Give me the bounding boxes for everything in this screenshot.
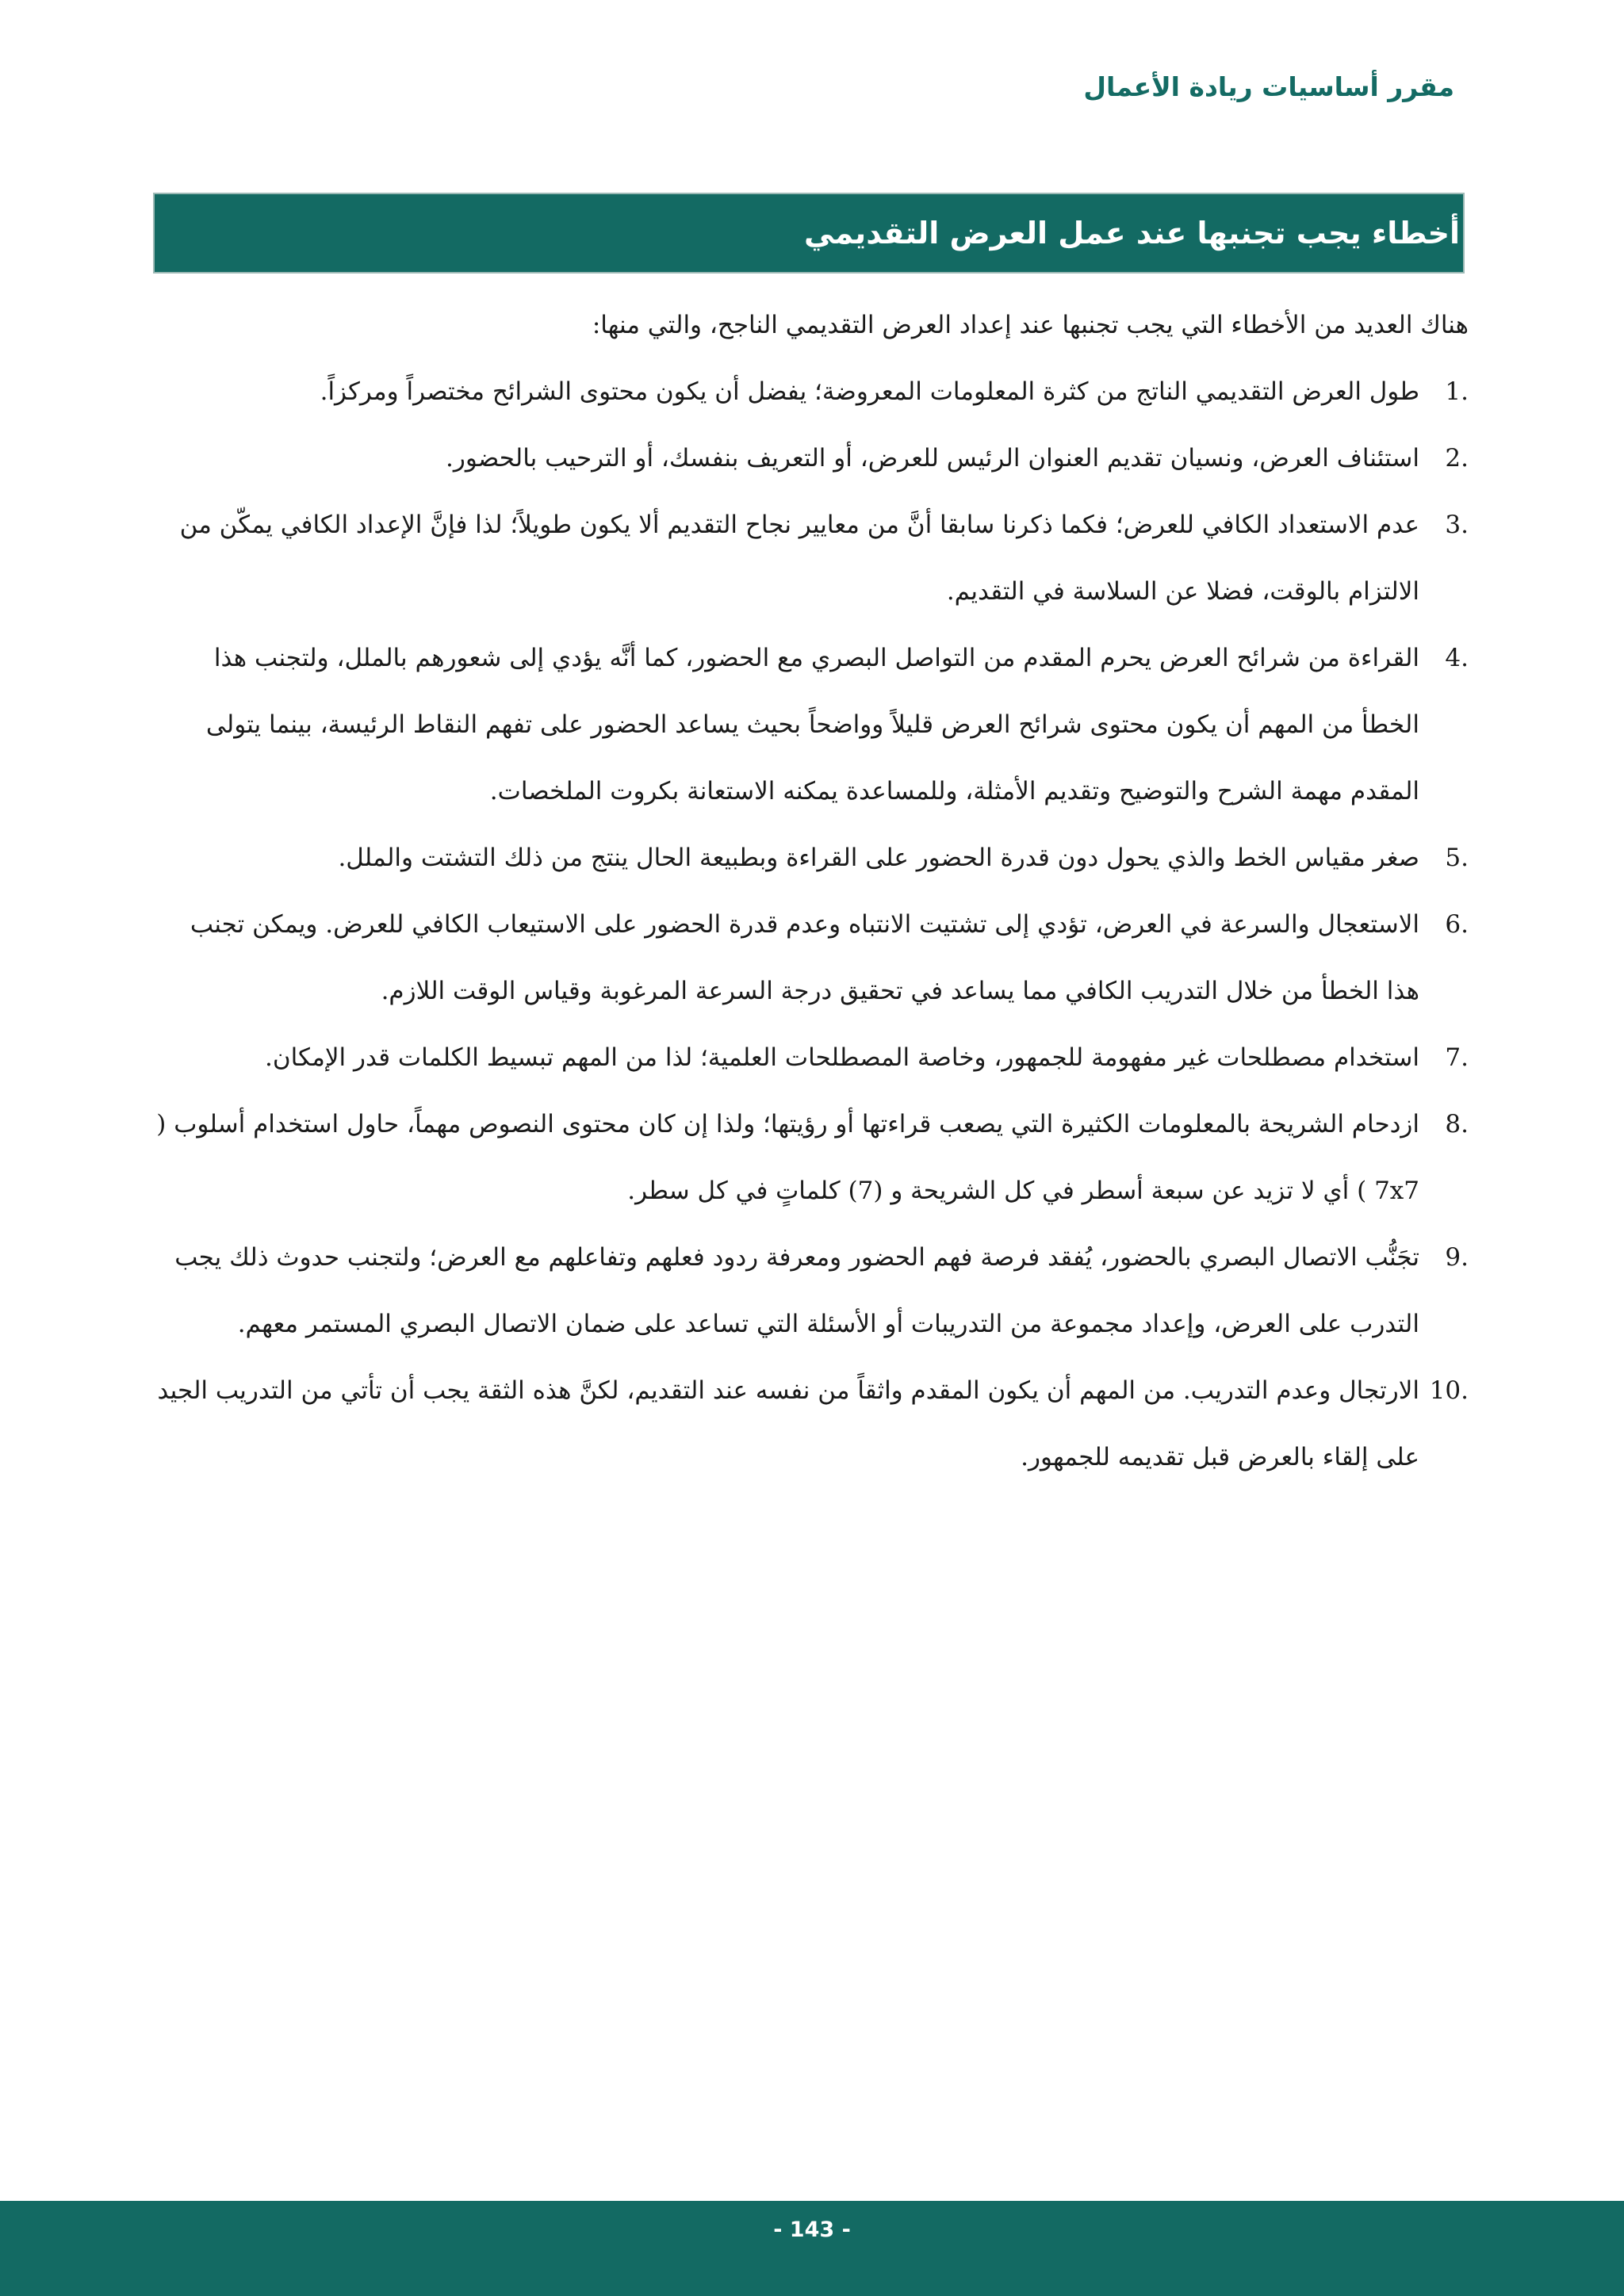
intro-paragraph: هناك العديد من الأخطاء التي يجب تجنبها عند إعداد العرض التقديمي الناجح، والتي منها: xyxy=(592,311,1469,339)
page-number: - 143 - xyxy=(773,2218,851,2242)
course-title: مقرر أساسيات ريادة الأعمال xyxy=(1083,71,1454,102)
list-item-number: 4. xyxy=(1445,644,1469,672)
list-item-text: عدم الاستعداد الكافي للعرض؛ فكما ذكرنا سابقا أنَّ من معايير نجاح التقديم ألا يكون طويلاً؛ لذا فإنَّ الإعداد الكافي يمكّن من الالتزام بالوقت، فضلا عن السلاسة في التقديم. xyxy=(179,511,1419,606)
list-item-number: 9. xyxy=(1445,1243,1469,1272)
list-item-number: 10. xyxy=(1429,1376,1469,1405)
list-item-text: تجَنُّب الاتصال البصري بالحضور، يُفقد فرصة فهم الحضور ومعرفة ردود فعلهم وتفاعلهم مع العرض؛ ولتجنب حدوث ذلك يجب التدرب على العرض، وإعداد مجموعة من التدريبات أو الأسئلة التي تساعد على ضمان الاتصال البصري المستمر معهم. xyxy=(174,1243,1419,1338)
list-item xyxy=(152,1224,1469,1357)
list-item-number: 2. xyxy=(1445,444,1469,473)
list-item-text: طول العرض التقديمي الناتج من كثرة المعلومات المعروضة؛ يفضل أن يكون محتوى الشرائح مختصراً ومركزاً. xyxy=(320,377,1419,406)
list-item-text: صغر مقياس الخط والذي يحول دون قدرة الحضور على القراءة وبطبيعة الحال ينتج من ذلك التشتت والملل. xyxy=(338,844,1419,872)
footer-band xyxy=(0,2201,1624,2296)
list-item-text: الاستعجال والسرعة في العرض، تؤدي إلى تشتيت الانتباه وعدم قدرة الحضور على الاستيعاب الكافي للعرض. ويمكن تجنب هذا الخطأ من خلال التدريب الكافي مما يساعد في تحقيق درجة السرعة المرغوبة وقياس الوقت اللازم. xyxy=(190,910,1419,1005)
list-item-number: 1. xyxy=(1445,377,1469,406)
list-item xyxy=(152,1357,1469,1490)
list-item xyxy=(152,1024,1469,1091)
list-item xyxy=(152,891,1469,1024)
list-item xyxy=(152,492,1469,625)
list-item xyxy=(152,825,1469,891)
list-item-number: 8. xyxy=(1445,1110,1469,1138)
errors-list xyxy=(152,358,1469,1490)
list-item-text: استئناف العرض، ونسيان تقديم العنوان الرئيس للعرض، أو التعريف بنفسك، أو الترحيب بالحضور. xyxy=(446,444,1419,473)
list-item-text: ازدحام الشريحة بالمعلومات الكثيرة التي يصعب قراءتها أو رؤيتها؛ ولذا إن كان محتوى النصوص مهماً، حاول استخدام أسلوب ( 7x7 ) أي لا تزيد عن سبعة أسطر في كل الشريحة و (7) كلماتٍ في كل سطر. xyxy=(156,1110,1419,1205)
list-item xyxy=(152,1091,1469,1224)
main-content xyxy=(152,292,1469,1490)
list-item xyxy=(152,358,1469,425)
section-title: أخطاء يجب تجنبها عند عمل العرض التقديمي xyxy=(804,216,1460,251)
list-item-text: القراءة من شرائح العرض يحرم المقدم من التواصل البصري مع الحضور، كما أنَّه يؤدي إلى شعورهم بالملل، ولتجنب هذا الخطأ من المهم أن يكون محتوى شرائح العرض قليلاً وواضحاً بحيث يساعد الحضور على تفهم النقاط الرئيسة، بينما يتولى المقدم مهمة الشرح والتوضيح وتقديم الأمثلة، وللمساعدة يمكنه الاستعانة بكروت الملخصات. xyxy=(205,644,1419,806)
list-item xyxy=(152,625,1469,825)
list-item-number: 7. xyxy=(1445,1043,1469,1072)
list-item-number: 3. xyxy=(1445,511,1469,539)
list-item-text: استخدام مصطلحات غير مفهومة للجمهور، وخاصة المصطلحات العلمية؛ لذا من المهم تبسيط الكلمات قدر الإمكان. xyxy=(265,1043,1419,1072)
list-item-text: الارتجال وعدم التدريب. من المهم أن يكون المقدم واثقاً من نفسه عند التقديم، لكنَّ هذه الثقة يجب أن تأتي من التدريب الجيد على إلقاء بالعرض قبل تقديمه للجمهور. xyxy=(157,1376,1419,1471)
list-item-number: 6. xyxy=(1445,910,1469,939)
section-banner xyxy=(153,193,1465,274)
list-item-number: 5. xyxy=(1445,844,1469,872)
list-item xyxy=(152,425,1469,492)
